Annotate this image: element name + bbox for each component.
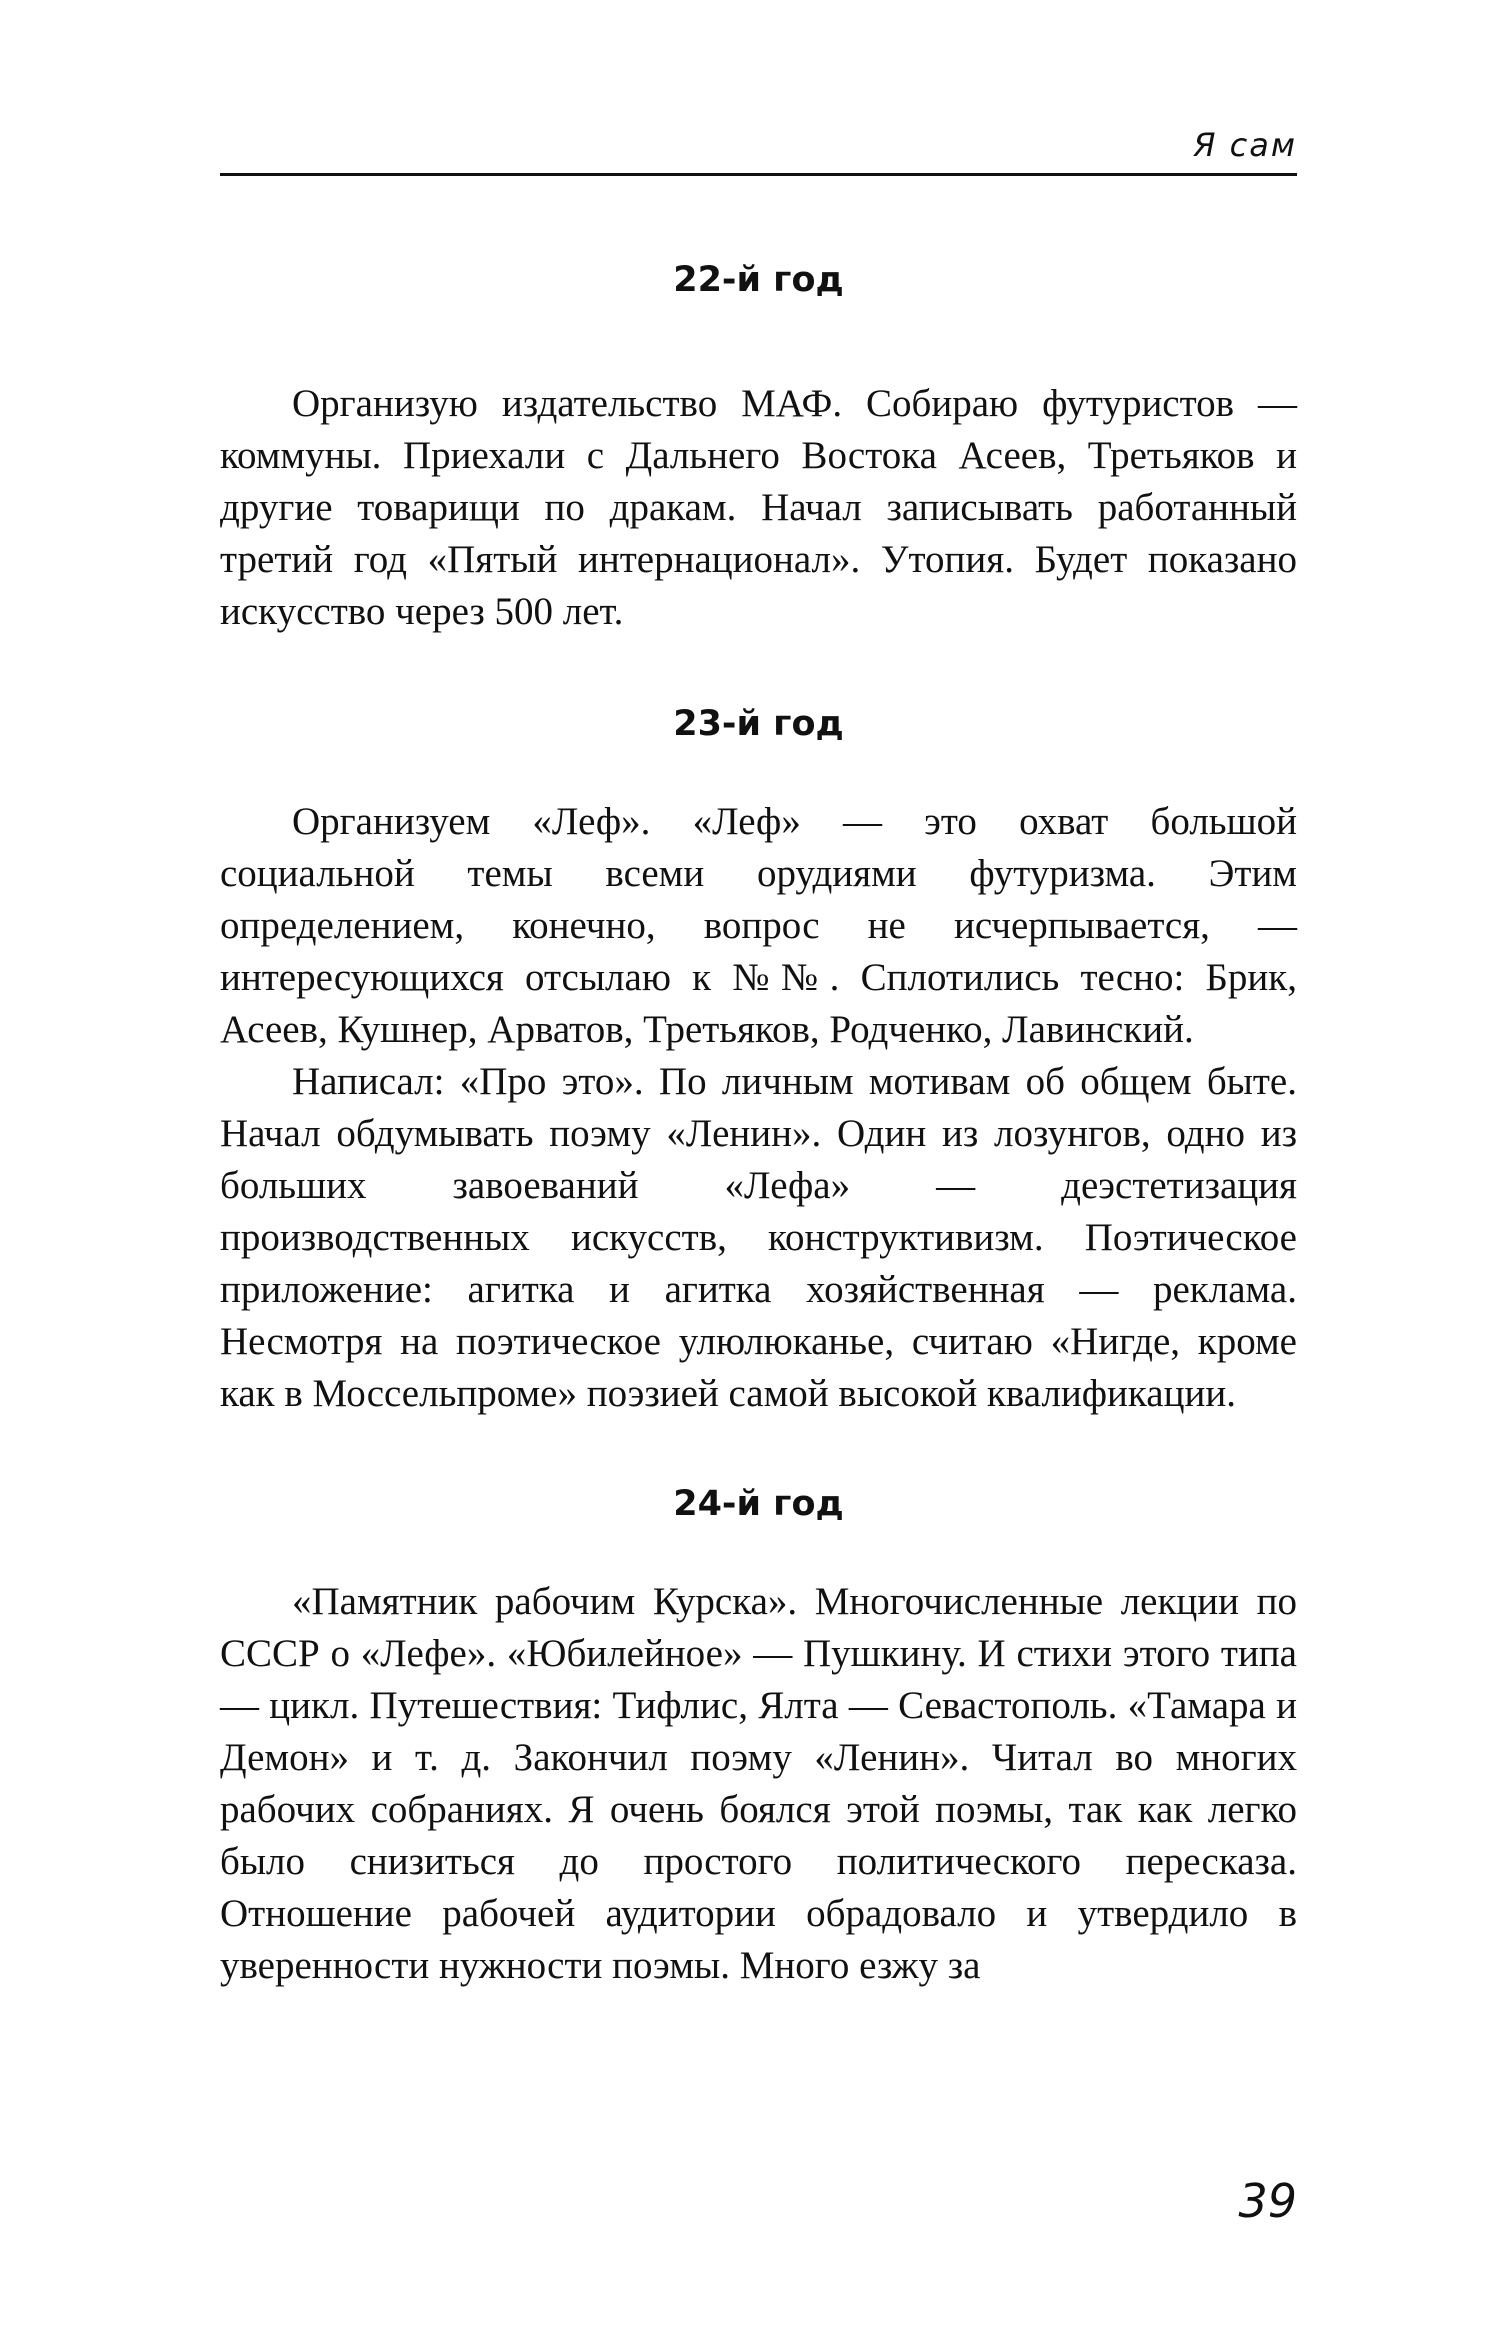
- paragraph: Организую издательство МАФ. Собираю футуристов — коммуны. Приехали с Дальнего Востока Асеев, Третьяков и другие товарищи по дракам. Начал записывать работанный третий год «Пятый интернационал». Утопия. Будет показано искусство через 500 лет.: [220, 382, 1297, 633]
- running-header-title: Я сам: [1193, 126, 1297, 164]
- paragraph: «Памятник рабочим Курска». Многочисленные лекции по СССР о «Лефе». «Юбилейное» — Пушкину. И стихи этого типа — цикл. Путешествия: Тифлис, Ялта — Севастополь. «Тамара и Демон» и т. д. Закончил поэму «Ленин». Читал во многих рабочих собраниях. Я очень боялся этой поэмы, так как легко было снизиться до простого политического пересказа. Отношение рабочей аудитории обрадовало и утвердило в уверенности нужности поэмы. Много езжу за: [220, 1580, 1297, 1987]
- section-body-22: [220, 378, 1297, 638]
- running-header: [220, 118, 1297, 178]
- section-heading-22: 22-й год: [673, 260, 844, 300]
- section-body-23: [220, 796, 1297, 1420]
- header-rule: [220, 173, 1297, 176]
- paragraph: Написал: «Про это». По личным мотивам об общем быте. Начал обдумывать поэму «Ленин». Один из лозунгов, одно из больших завоеваний «Лефа» — деэстетизация производственных искусств, конструктивизм. Поэтическое приложение: агитка и агитка хозяйственная — реклама. Несмотря на поэтическое улюлюканье, считаю «Нигде, кроме как в Моссельпроме» поэзией самой высокой квалификации.: [220, 1060, 1297, 1415]
- paragraph: Организуем «Леф». «Леф» — это охват большой социальной темы всеми орудиями футуризма. Этим определением, конечно, вопрос не исчерпывается, — интересующихся отсылаю к №№. Сплотились тесно: Брик, Асеев, Кушнер, Арватов, Третьяков, Родченко, Лавинский.: [220, 800, 1297, 1051]
- page-content: [220, 250, 1297, 1992]
- section-heading-23: 23-й год: [673, 704, 844, 744]
- page-number: 39: [1238, 2174, 1297, 2228]
- section-body-24: [220, 1576, 1297, 1992]
- section-heading-24: 24-й год: [673, 1484, 844, 1524]
